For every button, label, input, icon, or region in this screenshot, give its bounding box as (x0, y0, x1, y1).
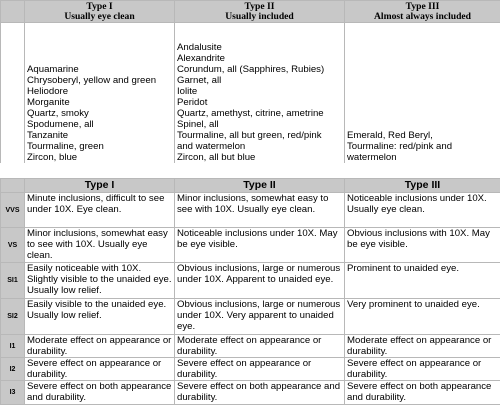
table-row (1, 263, 500, 299)
type3-description: Severe effect on both appearance and durability. (345, 381, 500, 405)
header-type1-title: Type I (86, 0, 113, 12)
gem-list-item: Spodumene, all (27, 119, 94, 130)
gem-list-item: Emerald, Red Beryl, (347, 130, 433, 141)
gem-list-item: Zircon, blue (27, 152, 78, 163)
table-row (1, 299, 500, 335)
clarity-header-row (1, 179, 500, 193)
header-type3-subtitle: Almost always included (373, 10, 471, 22)
type1-description: Easily noticeable with 10X. Slightly visible to the unaided eye. Usually low relief. (25, 263, 175, 299)
grade-label: VS (1, 228, 25, 263)
gem-list-item: Garnet, all (177, 75, 222, 86)
gem-list-item: Peridot (177, 97, 208, 108)
gem-list-item: Quartz, amethyst, citrine, ametrine (177, 108, 324, 119)
type2-gem-list (175, 23, 345, 164)
gem-list-item: Alexandrite (177, 53, 225, 64)
table-row (1, 381, 500, 405)
clarity-header-corner (1, 179, 25, 193)
type3-description: Noticeable inclusions under 10X. Usually eye clean. (345, 193, 500, 228)
types-header-row (1, 1, 500, 23)
header-type3-title: Type III (405, 0, 440, 12)
type2-description: Obvious inclusions, large or numerous under 10X. Very apparent to unaided eye. (175, 299, 345, 335)
type1-description: Severe effect on both appearance and durability. (25, 381, 175, 405)
type3-description: Obvious inclusions with 10X. May be eye visible. (345, 228, 500, 263)
grade-label: SI1 (1, 263, 25, 299)
gem-list-item: Andalusite (177, 42, 222, 53)
type2-description: Noticeable inclusions under 10X. May be eye visible. (175, 228, 345, 263)
gem-list-item: watermelon (347, 152, 397, 163)
type3-description: Severe effect on appearance or durability. (345, 358, 500, 381)
type1-description: Moderate effect on appearance or durability. (25, 335, 175, 358)
type2-description: Minor inclusions, somewhat easy to see with 10X. Usually eye clean. (175, 193, 345, 228)
clarity-header-type3: Type III (345, 179, 500, 193)
header-corner (1, 1, 25, 23)
gem-list-item: Aquamarine (27, 64, 79, 75)
gem-list-item: Tourmaline: red/pink and (347, 141, 453, 152)
gem-list-item: Heliodore (27, 86, 69, 97)
header-type1 (25, 1, 175, 23)
grade-label: I3 (1, 381, 25, 405)
type2-description: Moderate effect on appearance or durability. (175, 335, 345, 358)
header-type2-subtitle: Usually included (225, 10, 294, 22)
table-gap (0, 163, 500, 178)
clarity-header-type1: Type I (25, 179, 175, 193)
header-type1-subtitle: Usually eye clean (64, 10, 135, 22)
table-row (1, 193, 500, 228)
gem-list-item: Zircon, all but blue (177, 152, 256, 163)
type3-description: Very prominent to unaided eye. (345, 299, 500, 335)
type2-description: Severe effect on appearance or durability. (175, 358, 345, 381)
grade-label: SI2 (1, 299, 25, 335)
type1-description: Minute inclusions, difficult to see under 10X. Eye clean. (25, 193, 175, 228)
type3-gem-list (345, 23, 500, 164)
gem-list-item: Chrysoberyl, yellow and green (27, 75, 157, 86)
gem-list-item: Tanzanite (27, 130, 69, 141)
row-gutter (1, 23, 25, 164)
type2-description: Obvious inclusions, large or numerous under 10X. Apparent to unaided eye. (175, 263, 345, 299)
clarity-header-type2: Type II (175, 179, 345, 193)
table-row (1, 335, 500, 358)
type1-description: Minor inclusions, somewhat easy to see with 10X. Usually eye clean. (25, 228, 175, 263)
type2-description: Severe effect on both appearance and durability. (175, 381, 345, 405)
gem-list-item: Spinel, all (177, 119, 219, 130)
type1-description: Easily visible to the unaided eye. Usually low relief. (25, 299, 175, 335)
gem-list-item: Corundum, all (Sapphires, Rubies) (177, 64, 325, 75)
grade-label: I2 (1, 358, 25, 381)
grade-label: VVS (1, 193, 25, 228)
gem-list-item: Quartz, smoky (27, 108, 89, 119)
header-type3 (345, 1, 500, 23)
table-row (1, 228, 500, 263)
type1-description: Severe effect on appearance or durability. (25, 358, 175, 381)
clarity-grade-table (0, 178, 500, 405)
gem-list-item: Tourmaline, all but green, red/pink (177, 130, 322, 141)
type3-description: Prominent to unaided eye. (345, 263, 500, 299)
gem-list-item: and watermelon (177, 141, 246, 152)
type3-description: Moderate effect on appearance or durability. (345, 335, 500, 358)
gem-list-item: Tourmaline, green (27, 141, 104, 152)
type1-gem-list (25, 23, 175, 164)
gem-list-item: Morganite (27, 97, 70, 108)
gem-list-item: Iolite (177, 86, 198, 97)
types-gem-row (1, 23, 500, 164)
header-type2-title: Type II (244, 0, 275, 12)
grade-label: I1 (1, 335, 25, 358)
gem-types-table (0, 0, 500, 164)
header-type2 (175, 1, 345, 23)
table-row (1, 358, 500, 381)
